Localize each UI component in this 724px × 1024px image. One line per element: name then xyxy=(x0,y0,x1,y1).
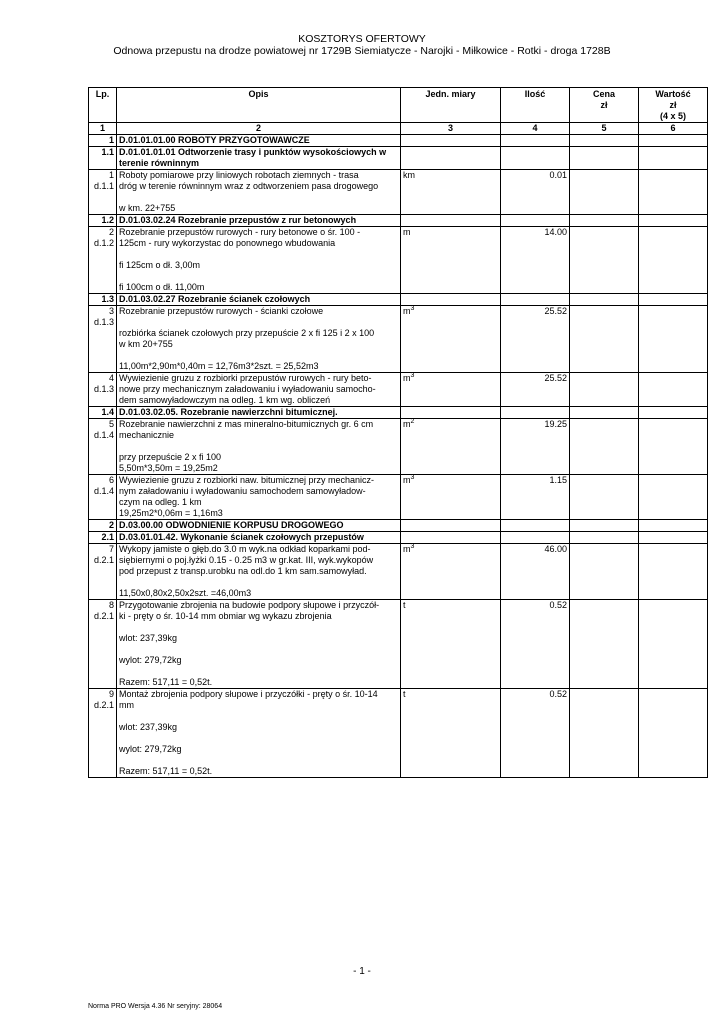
description-line xyxy=(119,711,398,722)
value-cell xyxy=(639,306,708,373)
row-number-line: 2 xyxy=(108,227,114,237)
unit-exponent: 2 xyxy=(410,418,415,425)
quantity-cell xyxy=(501,294,570,306)
col-header-price-line2: zł xyxy=(600,100,608,110)
col-header-unit: Jedn. miary xyxy=(401,88,501,123)
value-cell xyxy=(639,475,708,520)
row-number: 1.1 xyxy=(89,147,117,170)
item-row xyxy=(89,475,708,520)
price-cell xyxy=(570,306,639,373)
col-header-value xyxy=(639,88,708,123)
description-line: wylot: 279,72kg xyxy=(119,655,182,665)
price-cell xyxy=(570,373,639,407)
unit-label: m xyxy=(403,373,411,383)
col-header-value-line1: Wartość xyxy=(655,89,691,99)
item-row xyxy=(89,689,708,778)
row-number-line: 5 xyxy=(108,419,114,429)
unit-label: m xyxy=(403,227,411,237)
row-number-line: 8 xyxy=(108,600,114,610)
section-row xyxy=(89,407,708,419)
section-row xyxy=(89,294,708,306)
price-cell xyxy=(570,407,639,419)
description-line: wlot: 237,39kg xyxy=(119,722,178,732)
value-cell xyxy=(639,532,708,544)
price-cell xyxy=(570,689,639,778)
price-cell xyxy=(570,544,639,600)
price-cell xyxy=(570,475,639,520)
item-description xyxy=(117,419,401,475)
item-description xyxy=(117,475,401,520)
row-number-line: 3 xyxy=(108,306,114,316)
section-title: D.01.01.01.01 Odtworzenie trasy i punktów wysokościowych w terenie równinnym xyxy=(117,147,401,170)
row-number xyxy=(89,600,117,689)
price-cell xyxy=(570,419,639,475)
description-line: Rozebranie nawierzchni z mas mineralno-bitumicznych gr. 6 cm xyxy=(119,419,374,429)
unit-cell xyxy=(401,689,501,778)
value-cell xyxy=(639,147,708,170)
value-cell xyxy=(639,407,708,419)
row-number xyxy=(89,170,117,215)
description-line: dróg w terenie równinnym wraz z odtworzeniem pasa drogowego xyxy=(119,181,379,191)
table-header-row xyxy=(89,88,708,123)
description-line xyxy=(119,577,398,588)
col-header-value-line2: zł xyxy=(669,100,677,110)
section-row xyxy=(89,215,708,227)
description-line: przy przepuście 2 x fi 100 xyxy=(119,452,222,462)
unit-label: m xyxy=(403,544,411,554)
section-row xyxy=(89,532,708,544)
description-line: fi 100cm o dł. 11,00m xyxy=(119,282,205,292)
section-title: D.01.03.02.24 Rozebranie przepustów z rur betonowych xyxy=(117,215,401,227)
item-row xyxy=(89,170,708,215)
description-line: Montaż zbrojenia podpory słupowe i przyczółki - pręty o śr. 10-14 xyxy=(119,689,378,699)
description-line: czym na odleg. 1 km xyxy=(119,497,202,507)
cost-estimate-table xyxy=(88,87,708,778)
description-line xyxy=(119,622,398,633)
item-row xyxy=(89,419,708,475)
description-line: nym załadowaniu i wyładowaniu samochodem samowyładow- xyxy=(119,486,366,496)
unit-label: km xyxy=(403,170,415,180)
unit-exponent: 3 xyxy=(410,305,415,312)
quantity-cell: 0.52 xyxy=(501,689,570,778)
quantity-cell: 0.52 xyxy=(501,600,570,689)
description-line: 11,00m*2,90m*0,40m = 12,76m3*2szt. = 25,52m3 xyxy=(119,361,319,371)
description-line xyxy=(119,755,398,766)
price-cell xyxy=(570,170,639,215)
column-number-row xyxy=(89,123,708,135)
quantity-cell xyxy=(501,407,570,419)
value-cell xyxy=(639,520,708,532)
item-row xyxy=(89,600,708,689)
description-line xyxy=(119,249,398,260)
value-cell xyxy=(639,294,708,306)
unit-exponent: 3 xyxy=(410,474,415,481)
item-row xyxy=(89,373,708,407)
price-cell xyxy=(570,215,639,227)
row-number xyxy=(89,689,117,778)
quantity-cell: 0.01 xyxy=(501,170,570,215)
col-number: 4 xyxy=(501,123,570,135)
row-number: 2.1 xyxy=(89,532,117,544)
quantity-cell: 14.00 xyxy=(501,227,570,294)
value-cell xyxy=(639,373,708,407)
price-cell xyxy=(570,600,639,689)
price-cell xyxy=(570,294,639,306)
description-line: ki - pręty o śr. 10-14 mm obmiar wg wykazu zbrojenia xyxy=(119,611,332,621)
description-line: 11,50x0,80x2,50x2szt. =46,00m3 xyxy=(119,588,252,598)
unit-cell xyxy=(401,227,501,294)
description-line: 5,50m*3,50m = 19,25m2 xyxy=(119,463,218,473)
section-title: D.03.01.01.42. Wykonanie ścianek czołowych przepustów xyxy=(117,532,401,544)
row-number-line: 1 xyxy=(108,170,114,180)
description-line: Razem: 517,11 = 0,52t. xyxy=(119,766,213,776)
item-description xyxy=(117,373,401,407)
table-body xyxy=(89,135,708,778)
unit-cell xyxy=(401,600,501,689)
unit-cell xyxy=(401,135,501,147)
value-cell xyxy=(639,544,708,600)
value-cell xyxy=(639,135,708,147)
value-cell xyxy=(639,227,708,294)
row-number xyxy=(89,306,117,373)
unit-cell xyxy=(401,170,501,215)
item-description xyxy=(117,306,401,373)
description-line: dem samowyładowczym na odleg. 1 km wg. obliczeń xyxy=(119,395,331,405)
row-number: 1.2 xyxy=(89,215,117,227)
unit-cell xyxy=(401,215,501,227)
section-row xyxy=(89,147,708,170)
price-cell xyxy=(570,520,639,532)
description-line: wylot: 279,72kg xyxy=(119,744,182,754)
price-cell xyxy=(570,532,639,544)
description-line xyxy=(119,192,398,203)
row-number-line: d.1.3 xyxy=(93,317,114,327)
col-number: 3 xyxy=(401,123,501,135)
description-line: w km 20+755 xyxy=(119,339,173,349)
description-line: Rozebranie przepustów rurowych - ścianki czołowe xyxy=(119,306,324,316)
quantity-cell: 46.00 xyxy=(501,544,570,600)
quantity-cell: 25.52 xyxy=(501,373,570,407)
description-line xyxy=(119,666,398,677)
unit-cell xyxy=(401,294,501,306)
row-number-line: d.1.1 xyxy=(93,181,114,191)
description-line: Wywiezienie gruzu z rozbiorki naw. bitumicznej przy mechanicz- xyxy=(119,475,375,485)
quantity-cell xyxy=(501,532,570,544)
item-description xyxy=(117,170,401,215)
value-cell xyxy=(639,215,708,227)
col-header-quantity: Ilość xyxy=(501,88,570,123)
description-line xyxy=(119,644,398,655)
quantity-cell xyxy=(501,147,570,170)
quantity-cell xyxy=(501,215,570,227)
row-number-line: 6 xyxy=(108,475,114,485)
item-row xyxy=(89,227,708,294)
item-row xyxy=(89,544,708,600)
row-number-line: d.1.4 xyxy=(93,430,114,440)
description-line: mechanicznie xyxy=(119,430,175,440)
row-number-line: d.1.3 xyxy=(93,384,114,394)
col-number: 5 xyxy=(570,123,639,135)
row-number: 1 xyxy=(89,135,117,147)
quantity-cell: 1.15 xyxy=(501,475,570,520)
row-number xyxy=(89,544,117,600)
unit-label: t xyxy=(403,689,406,699)
unit-cell xyxy=(401,419,501,475)
col-number: 2 xyxy=(117,123,401,135)
description-line: Rozebranie przepustów rurowych - rury betonowe o śr. 100 - xyxy=(119,227,361,237)
description-line xyxy=(119,733,398,744)
unit-label: m xyxy=(403,306,411,316)
col-header-opis: Opis xyxy=(117,88,401,123)
description-line: Wywiezienie gruzu z rozbiorki przepustów rurowych - rury beto- xyxy=(119,373,372,383)
row-number-line: d.1.2 xyxy=(93,238,114,248)
price-cell xyxy=(570,227,639,294)
description-line: Roboty pomiarowe przy liniowych robotach ziemnych - trasa xyxy=(119,170,359,180)
quantity-cell xyxy=(501,520,570,532)
unit-cell xyxy=(401,306,501,373)
price-cell xyxy=(570,135,639,147)
unit-label: m xyxy=(403,419,411,429)
row-number-line: 7 xyxy=(108,544,114,554)
section-title: D.03.00.00 ODWODNIENIE KORPUSU DROGOWEGO xyxy=(117,520,401,532)
description-line: pod przepust z transp.urobku na odl.do 1 km sam.samowyład. xyxy=(119,566,367,576)
section-row xyxy=(89,135,708,147)
row-number: 1.4 xyxy=(89,407,117,419)
description-line: 125cm - rury wykorzystac do ponownego wbudowania xyxy=(119,238,336,248)
description-line: wlot: 237,39kg xyxy=(119,633,178,643)
item-description xyxy=(117,600,401,689)
unit-cell xyxy=(401,475,501,520)
unit-exponent: 3 xyxy=(410,372,415,379)
row-number-line: d.1.4 xyxy=(93,486,114,496)
row-number-line: d.2.1 xyxy=(93,611,114,621)
quantity-cell xyxy=(501,135,570,147)
section-title: D.01.03.02.05. Rozebranie nawierzchni bitumicznej. xyxy=(117,407,401,419)
description-line: fi 125cm o dł. 3,00m xyxy=(119,260,201,270)
description-line xyxy=(119,350,398,361)
col-number: 6 xyxy=(639,123,708,135)
unit-cell xyxy=(401,544,501,600)
row-number-line: d.2.1 xyxy=(93,555,114,565)
row-number-line: d.2.1 xyxy=(93,700,114,710)
unit-cell xyxy=(401,532,501,544)
page-number: - 1 - xyxy=(353,966,371,977)
document-subtitle: Odnowa przepustu na drodze powiatowej nr 1729B Siemiatycze - Narojki - Miłkowice - Rotki - droga 1728B xyxy=(113,45,611,57)
description-line: siębiernymi o poj.łyżki 0.15 - 0.25 m3 w gr.kat. III, wyk.wykopów xyxy=(119,555,374,565)
row-number xyxy=(89,419,117,475)
col-header-price xyxy=(570,88,639,123)
description-line xyxy=(119,441,398,452)
row-number xyxy=(89,475,117,520)
description-line: w km. 22+755 xyxy=(119,203,176,213)
description-line: mm xyxy=(119,700,134,710)
unit-cell xyxy=(401,373,501,407)
software-version: Norma PRO Wersja 4.36 Nr seryjny: 28064 xyxy=(88,1003,223,1010)
item-description xyxy=(117,227,401,294)
row-number: 1.3 xyxy=(89,294,117,306)
value-cell xyxy=(639,419,708,475)
row-number-line: 9 xyxy=(108,689,114,699)
item-row xyxy=(89,306,708,373)
item-description xyxy=(117,689,401,778)
quantity-cell: 19.25 xyxy=(501,419,570,475)
unit-cell xyxy=(401,147,501,170)
col-header-value-line3: (4 x 5) xyxy=(659,111,686,121)
col-header-price-line1: Cena xyxy=(592,89,615,99)
unit-label: t xyxy=(403,600,406,610)
value-cell xyxy=(639,600,708,689)
col-number: 1 xyxy=(89,123,117,135)
row-number xyxy=(89,373,117,407)
unit-exponent: 3 xyxy=(410,543,415,550)
value-cell xyxy=(639,689,708,778)
unit-cell xyxy=(401,520,501,532)
unit-label: m xyxy=(403,475,411,485)
description-line: Wykopy jamiste o głęb.do 3.0 m wyk.na odkład koparkami pod- xyxy=(119,544,371,554)
value-cell xyxy=(639,170,708,215)
description-line: Razem: 517,11 = 0,52t. xyxy=(119,677,213,687)
description-line: rozbiórka ścianek czołowych przy przepuście 2 x fi 125 i 2 x 100 xyxy=(119,328,375,338)
description-line: Przygotowanie zbrojenia na budowie podpory słupowe i przyczół- xyxy=(119,600,380,610)
row-number: 2 xyxy=(89,520,117,532)
section-title: D.01.01.01.00 ROBOTY PRZYGOTOWAWCZE xyxy=(117,135,401,147)
quantity-cell: 25.52 xyxy=(501,306,570,373)
description-line xyxy=(119,271,398,282)
section-row xyxy=(89,520,708,532)
col-header-lp: Lp. xyxy=(89,88,117,123)
price-cell xyxy=(570,147,639,170)
item-description xyxy=(117,544,401,600)
unit-cell xyxy=(401,407,501,419)
description-line: nowe przy mechanicznym załadowaniu i wyładowaniu samocho- xyxy=(119,384,376,394)
row-number xyxy=(89,227,117,294)
description-line xyxy=(119,317,398,328)
section-title: D.01.03.02.27 Rozebranie ścianek czołowych xyxy=(117,294,401,306)
document-title: KOSZTORYS OFERTOWY xyxy=(298,33,426,45)
row-number-line: 4 xyxy=(108,373,114,383)
description-line: 19,25m2*0,06m = 1,16m3 xyxy=(119,508,223,518)
